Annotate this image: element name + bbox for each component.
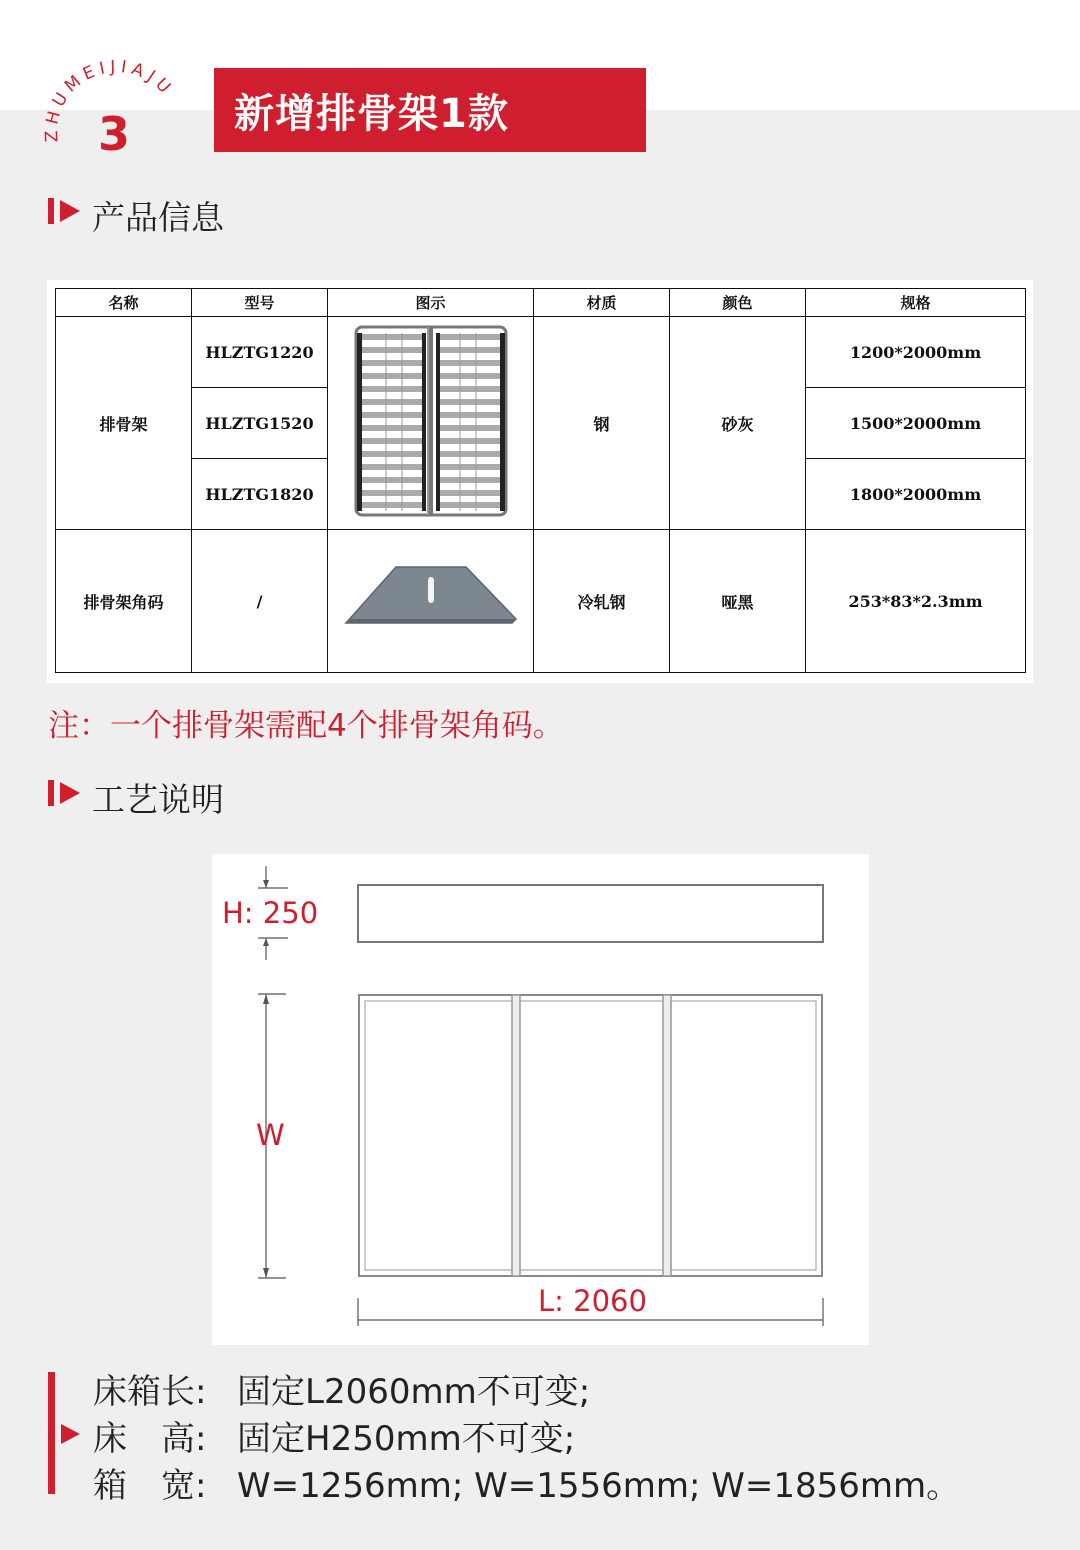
table-header-row (56, 289, 1026, 317)
cell-material: 冷轧钢 (534, 530, 670, 673)
cell-name-frame: 排骨架 (56, 317, 192, 530)
table-row (56, 317, 1026, 388)
description-key: 床 高: (93, 1419, 207, 1459)
section-heading-text: 工艺说明 (92, 780, 224, 819)
spec-table (55, 288, 1026, 673)
cell-spec: 1800*2000mm (806, 459, 1026, 530)
col-header-image: 图示 (328, 289, 534, 317)
note-text: 注：一个排骨架需配4个排骨架角码。 (48, 708, 564, 744)
cell-spec: 253*83*2.3mm (806, 530, 1026, 673)
cell-model: HLZTG1520 (192, 388, 328, 459)
section-bar-icon (48, 780, 54, 806)
section-arrow-icon (60, 200, 80, 222)
col-header-material: 材质 (534, 289, 670, 317)
cell-color: 哑黑 (670, 530, 806, 673)
description-value: 固定L2060mm不可变; (237, 1372, 591, 1412)
description-key: 箱 宽: (93, 1466, 207, 1506)
spec-table-card (47, 280, 1033, 683)
cell-model: HLZTG1220 (192, 317, 328, 388)
table-row (56, 530, 1026, 673)
description-value: W=1256mm; W=1556mm; W=1856mm。 (237, 1466, 961, 1506)
page-title: 新增排骨架1款 (234, 91, 509, 137)
cell-color-frame: 砂灰 (670, 317, 806, 530)
cell-spec: 1500*2000mm (806, 388, 1026, 459)
cell-image-bracket (328, 530, 534, 673)
col-header-spec: 规格 (806, 289, 1026, 317)
description-value: 固定H250mm不可变; (237, 1419, 576, 1459)
col-header-model: 型号 (192, 289, 328, 317)
title-banner (214, 68, 646, 152)
cell-model: HLZTG1820 (192, 459, 328, 530)
description-line-height (93, 1411, 575, 1460)
cell-spec: 1200*2000mm (806, 317, 1026, 388)
bed-box-diagram (212, 854, 869, 1345)
brand-badge (40, 52, 190, 162)
description-bar-icon (48, 1372, 55, 1494)
section-arrow-icon (60, 782, 80, 804)
section-bar-icon (48, 198, 54, 224)
slatted-bed-frame-image (346, 323, 516, 519)
height-label: H: 250 (222, 896, 319, 930)
section-number: 3 (97, 107, 131, 161)
cell-model: / (192, 530, 328, 673)
section-heading-process (48, 774, 308, 819)
section-heading-product-info (48, 192, 308, 237)
brand-arc-text: ZHUMEIJIAJU (41, 57, 178, 143)
description-line-length (93, 1364, 590, 1413)
description-arrow-icon (61, 1424, 80, 1444)
description-key: 床箱长: (93, 1372, 207, 1412)
cell-material-frame: 钢 (534, 317, 670, 530)
cell-name-bracket: 排骨架角码 (56, 530, 192, 673)
width-label: W (256, 1118, 285, 1152)
section-heading-text: 产品信息 (92, 198, 224, 237)
cell-image-frame (328, 317, 534, 530)
col-header-color: 颜色 (670, 289, 806, 317)
description-line-width (93, 1458, 960, 1507)
col-header-name: 名称 (56, 289, 192, 317)
length-label: L: 2060 (538, 1284, 647, 1318)
corner-bracket-image (336, 559, 526, 639)
